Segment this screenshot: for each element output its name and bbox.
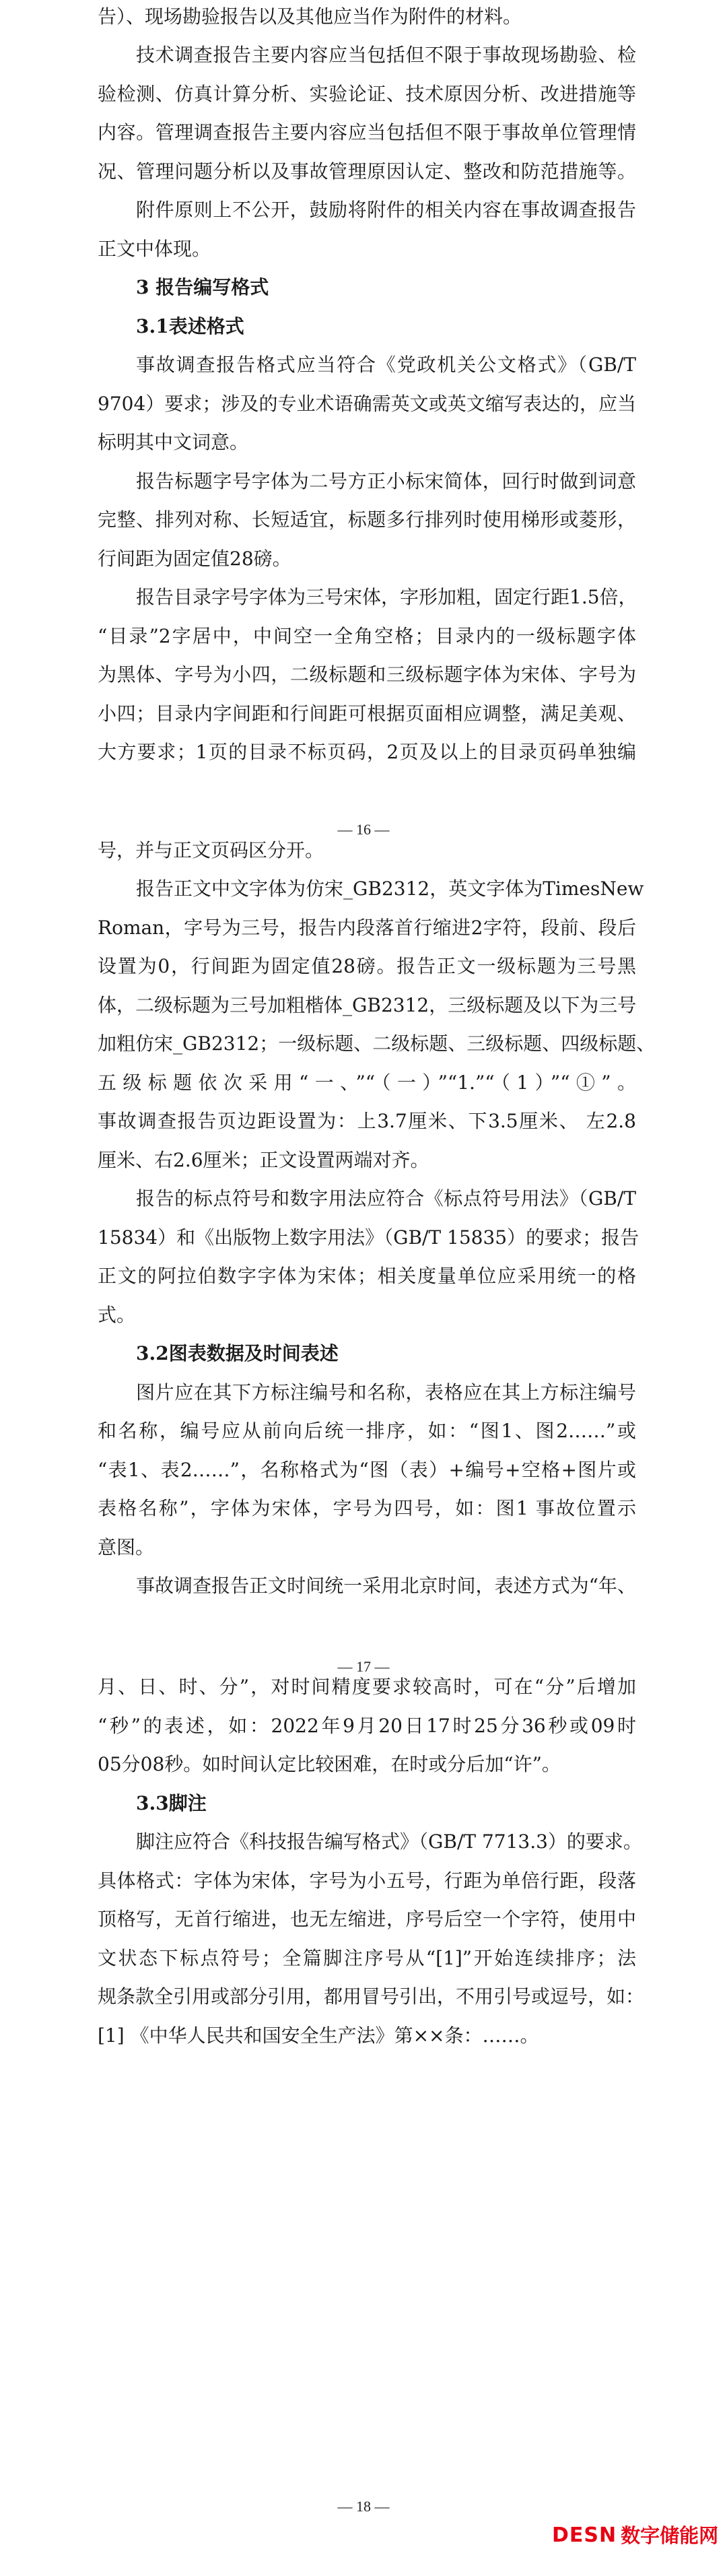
section-heading: 3 报告编写格式 [136,276,269,298]
subsection-heading: 3.2图表数据及时间表述 [136,1342,339,1364]
subsection-heading: 3.1表述格式 [136,315,244,337]
paragraph-line: 图片应在其下方标注编号和名称，表格应在其上方标注编号 [136,1381,636,1403]
paragraph-line: 为黑体、字号为小四，二级标题和三级标题字体为宋体、字号为 [98,663,636,686]
paragraph-line: 行间距为固定值28磅。 [98,548,291,570]
paragraph-line: 况、管理问题分析以及事故管理原因认定、整改和防范措施等。 [98,160,636,183]
paragraph-line: 脚注应符合《科技报告编写格式》（GB/T 7713.3）的要求。 [136,1830,642,1853]
paragraph-line: 顶格写，无首行缩进，也无左缩进，序号后空一个字符，使用中 [98,1908,636,1930]
paragraph-line: 告）、现场勘验报告以及其他应当作为附件的材料。 [98,5,522,28]
paragraph-line: 标明其中文词意。 [98,431,249,453]
paragraph-line: 加粗仿宋_GB2312；一级标题、二级标题、三级标题、四级标题、 [98,1032,656,1055]
paragraph-line: “目录”2字居中，中间空一全角空格；目录内的一级标题字体 [98,625,636,647]
paragraph-line: 内容。管理调查报告主要内容应当包括但不限于事故单位管理情 [98,121,636,143]
paragraph-line: 五级标题依次采用“一、”“（一）”“1.”“（1）”“①”。 [98,1071,636,1094]
paragraph-line: 厘米、右2.6厘米；正文设置两端对齐。 [98,1149,429,1171]
paragraph-line: 附件原则上不公开，鼓励将附件的相关内容在事故调查报告 [136,199,636,221]
subsection-heading: 3.3脚注 [136,1792,207,1814]
paragraph-line: 意图。 [98,1536,155,1558]
paragraph-line: 具体格式：字体为宋体，字号为小五号，行距为单倍行距，段落 [98,1870,636,1892]
paragraph-line: 文状态下标点符号；全篇脚注序号从“[1]”开始连续排序；法 [98,1947,636,1969]
paragraph-line: 15834）和《出版物上数字用法》（GB/T 15835）的要求；报告 [98,1226,639,1249]
site-name: 数字储能网 [621,2524,719,2547]
paragraph-line: 验检测、仿真计算分析、实验论证、技术原因分析、改进措施等 [98,83,636,105]
paragraph-line: 报告标题字号字体为二号方正小标宋简体，回行时做到词意 [136,470,636,492]
paragraph-line: 报告目录字号字体为三号宋体，字形加粗，固定行距1.5倍， [136,586,637,608]
paragraph-line: 体，二级标题为三号加粗楷体_GB2312，三级标题及以下为三号 [98,994,637,1016]
paragraph-line: 小四；目录内字间距和行间距可根据页面相应调整，满足美观、 [98,702,636,725]
paragraph-line: 正文中体现。 [98,238,211,260]
paragraph-line: 事故调查报告格式应当符合《党政机关公文格式》（GB/T [136,354,636,376]
paragraph-line: 事故调查报告页边距设置为：上3.7厘米、下3.5厘米、 左2.8 [98,1110,636,1132]
paragraph-line: 式。 [98,1304,136,1326]
page-number: — 16 — [337,821,390,838]
paragraph-line: 和名称，编号应从前向后统一排序，如：“图1、图2……”或 [98,1420,636,1442]
paragraph-line: 完整、排列对称、长短适宜，标题多行排列时使用梯形或菱形， [98,508,636,531]
paragraph-line: 大方要求；1页的目录不标页码，2页及以上的目录页码单独编 [98,741,636,763]
paragraph-line: 05分08秒。如时间认定比较困难，在时或分后加“许”。 [98,1753,561,1775]
paragraph-line: 事故调查报告正文时间统一采用北京时间，表述方式为“年、 [136,1575,636,1597]
paragraph-line: 设置为0，行间距为固定值28磅。报告正文一级标题为三号黑 [98,955,636,977]
footnote-example: [1] 《中华人民共和国安全生产法》第××条：……。 [98,2024,539,2047]
paragraph-line: 规条款全引用或部分引用，都用冒号引出，不用引号或逗号，如： [98,1985,645,2008]
paragraph-line: 号，并与正文页码区分开。 [98,839,324,861]
page-number: — 18 — [337,2498,390,2515]
paragraph-line: 报告正文中文字体为仿宋_GB2312，英文字体为TimesNew [136,878,644,900]
paragraph-line: 技术调查报告主要内容应当包括但不限于事故现场勘验、检 [136,44,636,66]
page-number: — 17 — [337,1658,390,1675]
desn-logo-mark: DESN [552,2523,617,2547]
paragraph-line: 月、日、时、分”，对时间精度要求较高时，可在“分”后增加 [98,1676,636,1698]
paragraph-line: “秒”的表述，如：2022年9月20日17时25分36秒或09时 [98,1715,636,1737]
watermark-logo [552,2524,718,2547]
paragraph-line: Roman，字号为三号，报告内段落首行缩进2字符，段前、段后 [98,917,636,939]
paragraph-line: 报告的标点符号和数字用法应符合《标点符号用法》（GB/T [136,1187,636,1210]
paragraph-line: 正文的阿拉伯数字字体为宋体；相关度量单位应采用统一的格 [98,1265,636,1287]
paragraph-line: “表1、表2……”，名称格式为“图（表）+编号+空格+图片或 [98,1459,636,1481]
paragraph-line: 表格名称”，字体为宋体，字号为四号，如：图1 事故位置示 [98,1497,636,1519]
paragraph-line: 9704）要求；涉及的专业术语确需英文或英文缩写表达的，应当 [98,393,636,415]
